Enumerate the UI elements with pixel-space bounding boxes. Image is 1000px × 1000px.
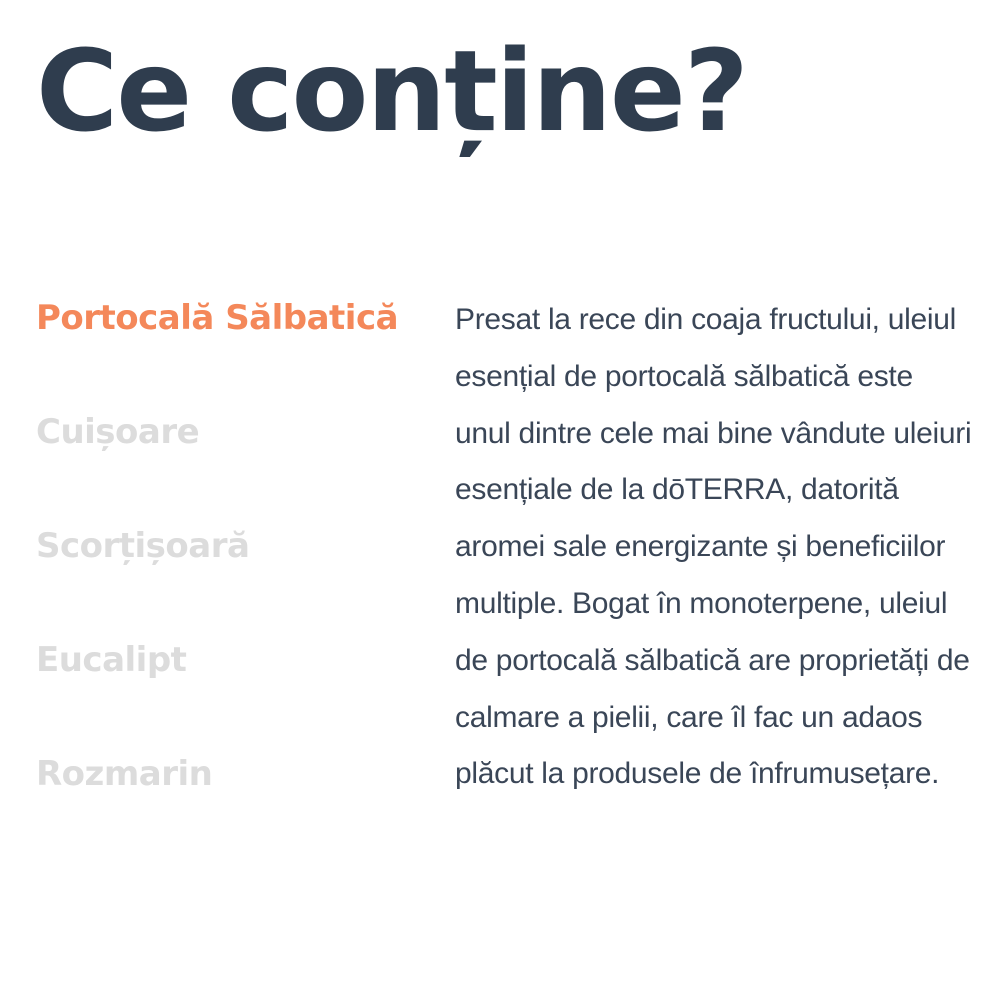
page-title: Ce conține? <box>36 27 747 157</box>
tab-rozmarin[interactable]: Rozmarin <box>36 754 213 794</box>
tab-portocala-salbatica[interactable]: Portocală Sălbatică <box>36 298 399 338</box>
ingredient-tab-list <box>36 290 436 860</box>
ingredient-description: Presat la rece din coaja fructului, uleiul esențial de portocală sălbatică este unul dintre cele mai bine vândute uleiuri esențiale de la dōTERRA, datorită aromei sale energizante și beneficiilor multiple. Bogat în monoterpene, uleiul de portocală sălbatică are proprietăți de calmare a pielii, care îl fac un adaos plăcut la produsele de înfrumusețare. <box>455 303 972 791</box>
tab-cuisoare[interactable]: Cuișoare <box>36 412 200 452</box>
tab-scortisoara[interactable]: Scorțișoară <box>36 526 250 566</box>
tab-eucalipt[interactable]: Eucalipt <box>36 640 187 680</box>
